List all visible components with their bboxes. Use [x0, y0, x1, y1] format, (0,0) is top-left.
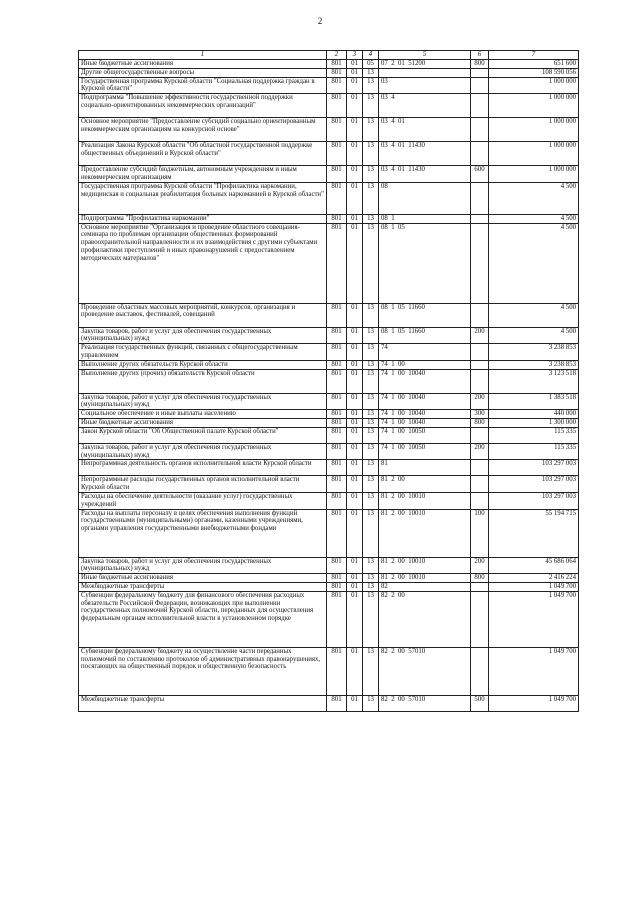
- table-row: [79, 418, 579, 427]
- row-code-col2: 801: [327, 327, 347, 344]
- row-name: Закон Курской области "Об Общественной палате Курской области": [79, 427, 327, 443]
- row-code-col3: 01: [347, 492, 363, 509]
- row-amount: 4 500: [489, 327, 579, 344]
- row-code-col4: 13: [363, 443, 379, 460]
- column-header: 5: [379, 51, 471, 60]
- row-code-col4: 13: [363, 68, 379, 77]
- row-amount: 1 049 700: [489, 647, 579, 695]
- row-code-col2: 801: [327, 647, 347, 695]
- row-code-col5: 03 4 01: [379, 118, 471, 142]
- row-amount: 3 238 853: [489, 360, 579, 369]
- row-code-col4: 13: [363, 647, 379, 695]
- row-code-col6: 200: [471, 557, 489, 574]
- row-code-col2: 801: [327, 182, 347, 214]
- row-code-col2: 801: [327, 427, 347, 443]
- table-row: [79, 360, 579, 369]
- row-code-col6: 200: [471, 393, 489, 410]
- table-row: [79, 492, 579, 509]
- column-header: 1: [79, 51, 327, 60]
- row-amount: 2 416 224: [489, 574, 579, 583]
- row-code-col2: 801: [327, 509, 347, 557]
- table-row: [79, 327, 579, 344]
- column-header: 6: [471, 51, 489, 60]
- table-row: [79, 142, 579, 166]
- row-code-col3: 01: [347, 460, 363, 476]
- row-code-col4: 13: [363, 427, 379, 443]
- row-name: Межбюджетные трансферты: [79, 695, 327, 711]
- row-code-col6: [471, 344, 489, 361]
- row-code-col3: 01: [347, 303, 363, 327]
- row-code-col2: 801: [327, 410, 347, 419]
- table-row: [79, 118, 579, 142]
- row-code-col5: 74 1 00 10040: [379, 410, 471, 419]
- table-row: [79, 393, 579, 410]
- row-code-col3: 01: [347, 647, 363, 695]
- row-code-col2: 801: [327, 77, 347, 94]
- row-code-col2: 801: [327, 418, 347, 427]
- row-code-col3: 01: [347, 223, 363, 303]
- row-code-col3: 01: [347, 418, 363, 427]
- row-code-col3: 01: [347, 182, 363, 214]
- table-row: [79, 344, 579, 361]
- row-code-col4: 13: [363, 344, 379, 361]
- column-header: 3: [347, 51, 363, 60]
- table-row: [79, 369, 579, 393]
- row-code-col2: 801: [327, 60, 347, 69]
- row-code-col4: 13: [363, 695, 379, 711]
- row-code-col2: 801: [327, 344, 347, 361]
- row-code-col6: [471, 223, 489, 303]
- row-amount: 651 600: [489, 60, 579, 69]
- row-code-col6: 200: [471, 327, 489, 344]
- row-code-col4: 13: [363, 393, 379, 410]
- table-row: [79, 557, 579, 574]
- row-code-col4: 13: [363, 142, 379, 166]
- row-code-col6: 800: [471, 418, 489, 427]
- row-name: Непрограммная деятельность органов исполнительной власти Курской области: [79, 460, 327, 476]
- row-code-col2: 801: [327, 166, 347, 183]
- row-code-col4: 13: [363, 492, 379, 509]
- row-code-col3: 01: [347, 166, 363, 183]
- row-code-col4: 13: [363, 223, 379, 303]
- table-row: [79, 443, 579, 460]
- table-row: [79, 574, 579, 583]
- row-code-col4: 13: [363, 303, 379, 327]
- row-code-col2: 801: [327, 303, 347, 327]
- row-amount: 1 049 700: [489, 695, 579, 711]
- row-code-col6: 200: [471, 443, 489, 460]
- row-code-col5: 08: [379, 182, 471, 214]
- table-row: [79, 60, 579, 69]
- row-name: Предоставление субсидий бюджетным, автономным учреждениям и иным некоммерческим организациям: [79, 166, 327, 183]
- row-code-col6: [471, 303, 489, 327]
- row-code-col4: 13: [363, 557, 379, 574]
- column-header: 2: [327, 51, 347, 60]
- row-code-col5: 74 1 00 10050: [379, 443, 471, 460]
- row-code-col5: 82 2 00 57010: [379, 647, 471, 695]
- row-code-col2: 801: [327, 460, 347, 476]
- row-amount: 3 238 853: [489, 344, 579, 361]
- table-row: [79, 410, 579, 419]
- row-code-col2: 801: [327, 223, 347, 303]
- table-row: [79, 303, 579, 327]
- row-name: Социальное обеспечение и иные выплаты населению: [79, 410, 327, 419]
- row-code-col6: 800: [471, 60, 489, 69]
- row-code-col4: 13: [363, 476, 379, 493]
- row-amount: 1 000 000: [489, 118, 579, 142]
- row-code-col5: 08 1: [379, 214, 471, 223]
- row-name: Субвенции федеральному бюджету для финансового обеспечения расходных обязательств Российской Федерации, возникающих при выполнении государственных полномочий Курской области, переданных для осуществления федеральным органам исполнительной власти в установленном порядке: [79, 591, 327, 647]
- row-code-col3: 01: [347, 94, 363, 118]
- row-code-col3: 01: [347, 142, 363, 166]
- row-code-col5: 74 1 00: [379, 360, 471, 369]
- row-code-col5: 07 2 01 51200: [379, 60, 471, 69]
- row-amount: 4 500: [489, 182, 579, 214]
- row-code-col4: 13: [363, 94, 379, 118]
- row-code-col6: 300: [471, 410, 489, 419]
- row-code-col3: 01: [347, 557, 363, 574]
- row-amount: 55 194 715: [489, 509, 579, 557]
- row-code-col5: 03 4 01 11430: [379, 166, 471, 183]
- row-code-col5: 74 1 00 10040: [379, 369, 471, 393]
- row-name: Выполнение других (прочих) обязательств Курской области: [79, 369, 327, 393]
- row-code-col6: 500: [471, 695, 489, 711]
- row-code-col6: [471, 142, 489, 166]
- row-code-col2: 801: [327, 142, 347, 166]
- row-name: Непрограммные расходы государственных органов исполнительной власти Курской области: [79, 476, 327, 493]
- row-code-col4: 13: [363, 360, 379, 369]
- row-code-col4: 13: [363, 591, 379, 647]
- row-code-col6: [471, 182, 489, 214]
- budget-table: [78, 50, 579, 712]
- row-name: Основное мероприятие "Организация и проведение областного совещания-семинара по проблемам организации общественных формирований правоохранительной направленности и их взаимодействия с другими субъектами профилактики преступлений и иных правонарушений с предоставлением методических материалов": [79, 223, 327, 303]
- column-header: 4: [363, 51, 379, 60]
- row-code-col6: [471, 427, 489, 443]
- row-code-col4: 13: [363, 574, 379, 583]
- row-code-col4: 13: [363, 214, 379, 223]
- row-code-col5: 74 1 00 10040: [379, 393, 471, 410]
- row-amount: 1 000 000: [489, 166, 579, 183]
- row-code-col4: 13: [363, 77, 379, 94]
- row-code-col3: 01: [347, 443, 363, 460]
- row-code-col2: 801: [327, 94, 347, 118]
- row-name: Иные бюджетные ассигнования: [79, 418, 327, 427]
- row-amount: 103 297 003: [489, 460, 579, 476]
- table-row: [79, 476, 579, 493]
- row-amount: 103 297 003: [489, 492, 579, 509]
- row-code-col5: 03 4 01 11430: [379, 142, 471, 166]
- row-code-col3: 01: [347, 327, 363, 344]
- row-code-col4: 13: [363, 182, 379, 214]
- table-row: [79, 695, 579, 711]
- row-amount: 103 297 003: [489, 476, 579, 493]
- row-code-col2: 801: [327, 118, 347, 142]
- table-row: [79, 94, 579, 118]
- row-code-col5: 74 1 00 10050: [379, 427, 471, 443]
- row-code-col5: 81 2 00 10010: [379, 509, 471, 557]
- row-code-col6: [471, 68, 489, 77]
- row-code-col4: 13: [363, 369, 379, 393]
- row-code-col6: [471, 77, 489, 94]
- row-code-col6: [471, 94, 489, 118]
- row-amount: 1 000 000: [489, 142, 579, 166]
- row-code-col6: [471, 118, 489, 142]
- table-row: [79, 591, 579, 647]
- row-code-col6: [471, 591, 489, 647]
- row-code-col6: [471, 369, 489, 393]
- row-code-col6: [471, 476, 489, 493]
- row-name: Иные бюджетные ассигнования: [79, 574, 327, 583]
- row-amount: 1 000 000: [489, 77, 579, 94]
- row-amount: 3 123 518: [489, 369, 579, 393]
- page-number: 2: [317, 16, 323, 26]
- row-name: Другие общегосударственные вопросы: [79, 68, 327, 77]
- row-name: Подпрограмма "Профилактика наркомании": [79, 214, 327, 223]
- row-code-col3: 01: [347, 591, 363, 647]
- row-amount: 4 500: [489, 214, 579, 223]
- row-code-col2: 801: [327, 214, 347, 223]
- row-name: Закупка товаров, работ и услуг для обеспечения государственных (муниципальных) нужд: [79, 327, 327, 344]
- table-row: [79, 509, 579, 557]
- table-row: [79, 223, 579, 303]
- row-code-col3: 01: [347, 369, 363, 393]
- row-name: Расходы на обеспечение деятельности (оказание услуг) государственных учреждений: [79, 492, 327, 509]
- row-amount: 45 686 064: [489, 557, 579, 574]
- row-name: Закупка товаров, работ и услуг для обеспечения государственных (муниципальных) нужд: [79, 443, 327, 460]
- row-code-col6: [471, 460, 489, 476]
- row-name: Межбюджетные трансферты: [79, 582, 327, 591]
- row-amount: 4 500: [489, 303, 579, 327]
- row-name: Основное мероприятие "Предоставление субсидий социально ориентированным некоммерческим организациям на конкурсной основе": [79, 118, 327, 142]
- row-amount: 1 300 000: [489, 418, 579, 427]
- row-code-col2: 801: [327, 360, 347, 369]
- row-code-col4: 05: [363, 60, 379, 69]
- table-row: [79, 582, 579, 591]
- row-code-col5: 81 2 00 10010: [379, 557, 471, 574]
- row-name: Закупка товаров, работ и услуг для обеспечения государственных (муниципальных) нужд: [79, 557, 327, 574]
- row-code-col3: 01: [347, 476, 363, 493]
- row-code-col2: 801: [327, 557, 347, 574]
- row-code-col4: 13: [363, 460, 379, 476]
- row-code-col6: 100: [471, 509, 489, 557]
- row-amount: 440 000: [489, 410, 579, 419]
- row-name: Государственная программа Курской области "Социальная поддержка граждан в Курской области": [79, 77, 327, 94]
- row-code-col4: 13: [363, 166, 379, 183]
- row-code-col3: 01: [347, 695, 363, 711]
- row-name: Государственная программа Курской области "Профилактика наркомании, медицинская и социальная реабилитация больных наркоманией в Курской области": [79, 182, 327, 214]
- row-code-col4: 13: [363, 418, 379, 427]
- row-code-col3: 01: [347, 77, 363, 94]
- row-code-col2: 801: [327, 574, 347, 583]
- table-row: [79, 166, 579, 183]
- row-amount: 108 590 056: [489, 68, 579, 77]
- row-code-col2: 801: [327, 492, 347, 509]
- row-code-col5: [379, 68, 471, 77]
- table-row: [79, 68, 579, 77]
- row-amount: 115 335: [489, 427, 579, 443]
- row-code-col6: 800: [471, 574, 489, 583]
- row-code-col2: 801: [327, 369, 347, 393]
- row-code-col5: 81 2 00 10010: [379, 574, 471, 583]
- row-code-col3: 01: [347, 60, 363, 69]
- column-header: 7: [489, 51, 579, 60]
- table-header-row: [79, 51, 579, 60]
- row-code-col3: 01: [347, 574, 363, 583]
- row-code-col3: 01: [347, 68, 363, 77]
- row-amount: 1 383 518: [489, 393, 579, 410]
- row-code-col5: 82: [379, 582, 471, 591]
- row-code-col3: 01: [347, 582, 363, 591]
- row-code-col3: 01: [347, 214, 363, 223]
- table-row: [79, 214, 579, 223]
- row-code-col4: 13: [363, 582, 379, 591]
- row-name: Расходы на выплаты персоналу в целях обеспечения выполнения функций государственными (муниципальными) органами, казенными учреждениями, органами управления государственными внебюджетными фондами: [79, 509, 327, 557]
- row-code-col5: 74 1 00 10040: [379, 418, 471, 427]
- row-name: Выполнение других обязательств Курской области: [79, 360, 327, 369]
- row-name: Закупка товаров, работ и услуг для обеспечения государственных (муниципальных) нужд: [79, 393, 327, 410]
- row-name: Проведение областных массовых мероприятий, конкурсов, организация и проведение выставок, фестивалей, совещаний: [79, 303, 327, 327]
- row-name: Субвенции федеральному бюджету на осуществление части переданных полномочий по составлению протоколов об административных правонарушениях, посягающих на общественный порядок и общественную безопасность: [79, 647, 327, 695]
- row-code-col5: 03: [379, 77, 471, 94]
- row-code-col3: 01: [347, 393, 363, 410]
- row-code-col5: 81 2 00: [379, 476, 471, 493]
- row-code-col2: 801: [327, 582, 347, 591]
- row-name: Реализация государственных функций, связанных с общегосударственным управлением: [79, 344, 327, 361]
- row-code-col2: 801: [327, 68, 347, 77]
- row-code-col4: 13: [363, 118, 379, 142]
- row-code-col5: 82 2 00 57010: [379, 695, 471, 711]
- table-row: [79, 77, 579, 94]
- row-code-col2: 801: [327, 591, 347, 647]
- row-code-col2: 801: [327, 695, 347, 711]
- row-code-col3: 01: [347, 344, 363, 361]
- row-amount: 1 049 700: [489, 591, 579, 647]
- row-code-col5: 08 1 05 11660: [379, 327, 471, 344]
- row-code-col2: 801: [327, 476, 347, 493]
- table-row: [79, 647, 579, 695]
- row-code-col4: 13: [363, 327, 379, 344]
- row-code-col6: [471, 647, 489, 695]
- row-amount: 1 000 000: [489, 94, 579, 118]
- row-code-col5: 82 2 00: [379, 591, 471, 647]
- table-row: [79, 460, 579, 476]
- row-code-col2: 801: [327, 443, 347, 460]
- row-code-col3: 01: [347, 118, 363, 142]
- row-code-col5: 81: [379, 460, 471, 476]
- row-amount: 115 335: [489, 443, 579, 460]
- row-name: Подпрограмма "Повышение эффективности государственной поддержки социально-ориентированных некоммерческих организаций": [79, 94, 327, 118]
- row-code-col5: 08 1 05: [379, 223, 471, 303]
- row-code-col3: 01: [347, 509, 363, 557]
- row-amount: 1 049 700: [489, 582, 579, 591]
- row-code-col4: 13: [363, 410, 379, 419]
- table-row: [79, 427, 579, 443]
- row-code-col3: 01: [347, 410, 363, 419]
- table-row: [79, 182, 579, 214]
- row-code-col5: 03 4: [379, 94, 471, 118]
- row-name: Иные бюджетные ассигнования: [79, 60, 327, 69]
- row-name: Реализация Закона Курской области "Об областной государственной поддержке общественных объединений в Курской области": [79, 142, 327, 166]
- row-code-col4: 13: [363, 509, 379, 557]
- row-code-col6: [471, 582, 489, 591]
- row-code-col6: 600: [471, 166, 489, 183]
- row-code-col6: [471, 492, 489, 509]
- row-code-col6: [471, 214, 489, 223]
- row-code-col5: 08 1 05 11660: [379, 303, 471, 327]
- row-code-col3: 01: [347, 360, 363, 369]
- row-code-col3: 01: [347, 427, 363, 443]
- row-amount: 4 500: [489, 223, 579, 303]
- row-code-col5: 74: [379, 344, 471, 361]
- row-code-col6: [471, 360, 489, 369]
- row-code-col2: 801: [327, 393, 347, 410]
- row-code-col5: 81 2 00 10010: [379, 492, 471, 509]
